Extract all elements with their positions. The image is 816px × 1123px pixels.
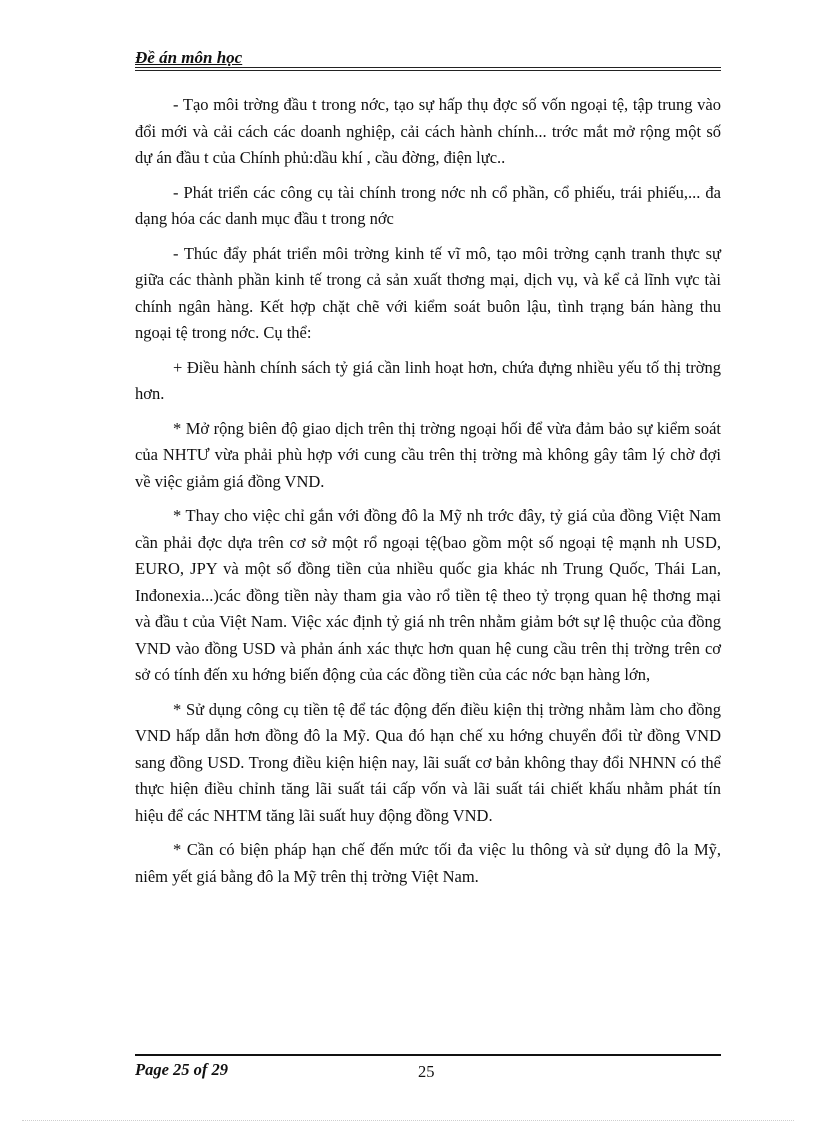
- paragraph: + Điều hành chính sách tỷ giá cần linh hoạt hơn, chứa đựng nhiều yếu tố thị trờng hơn.: [135, 357, 721, 403]
- paragraph: * Mở rộng biên độ giao dịch trên thị trờng ngoại hối để vừa đảm bảo sự kiểm soát của NHTƯ vừa phải phù hợp với cung cầu trên thị trờng mà không gây tâm lý chờ đợi về việc giảm giá đồng VND.: [135, 418, 721, 491]
- header-rule-double: [135, 70, 721, 71]
- paragraph: - Tạo môi trờng đầu t trong nớc, tạo sự hấp thụ đợc số vốn ngoại tệ, tập trung vào đổi mới và cải cách các doanh nghiệp, cải cách hành chính... trớc mắt mở rộng một số dự án đầu t của Chính phủ:dầu khí , cầu đờng, điện lực..: [135, 95, 721, 167]
- paragraph: - Phát triển các công cụ tài chính trong nớc nh cổ phần, cổ phiếu, trái phiếu,... đa dạng hóa các danh mục đầu t trong nớc: [135, 182, 721, 228]
- paragraph: - Thúc đẩy phát triển môi trờng kinh tế vĩ mô, tạo môi trờng cạnh tranh thực sự giữa các thành phần kinh tế trong cả sản xuất thơng mại, dịch vụ, và kể cả lĩnh vực tài chính ngân hàng. Kết hợp chặt chẽ với kiểm soát buôn lậu, tình trạng bán hàng thu ngoại tệ trong nớc. Cụ thể:: [135, 243, 721, 342]
- footer-page-label: Page 25 of 29: [135, 1060, 229, 1079]
- paragraph: * Sử dụng công cụ tiền tệ để tác động đến điều kiện thị trờng nhằm làm cho đồng VND hấp dẫn hơn đồng đô la Mỹ. Qua đó hạn chế xu hớng chuyển đổi từ đồng VND sang đồng USD. Trong điều kiện hiện nay, lãi suất cơ bản không thay đổi NHNN có thể thực hiện điều chỉnh tăng lãi suất tái cấp vốn và lãi suất tái chiết khấu nhằm phát tín hiệu để các NHTM tăng lãi suất huy động đồng VND.: [135, 699, 721, 825]
- header-rule: [135, 67, 721, 68]
- footer-rule: [135, 1054, 721, 1056]
- paragraph: * Thay cho việc chỉ gắn với đồng đô la Mỹ nh trớc đây, tỷ giá của đồng Việt Nam cần phải đợc dựa trên cơ sở một rổ ngoại tệ(bao gồm một số ngoại tệ mạnh nh USD, EURO, JPY và một số đồng tiền của nhiều quốc gia khác nh Trung Quốc, Thái Lan, Inđonexia...)các đồng tiền này tham gia vào rổ tiền tệ theo tỷ trọng quan hệ thơng mại và đầu t của Việt Nam. Việc xác định tỷ giá nh trên nhằm giảm bớt sự lệ thuộc của đồng VND vào đồng USD và phản ánh xác thực hơn quan hệ cung cầu trên thị trờng trên cơ sở có tính đến xu hớng biến động của các đồng tiền của các nớc bạn hàng lớn,: [135, 506, 721, 684]
- header-title: Đề án môn học: [135, 48, 243, 67]
- page-header: [135, 48, 721, 70]
- document-body: [135, 92, 721, 898]
- paragraph: * Cần có biện pháp hạn chế đến mức tối đa việc lu thông và sử dụng đô la Mỹ, niêm yết giá bằng đô la Mỹ trên thị trờng Việt Nam.: [135, 840, 721, 886]
- page-edge-divider: [22, 1120, 794, 1121]
- footer-page-number: 25: [418, 1062, 435, 1081]
